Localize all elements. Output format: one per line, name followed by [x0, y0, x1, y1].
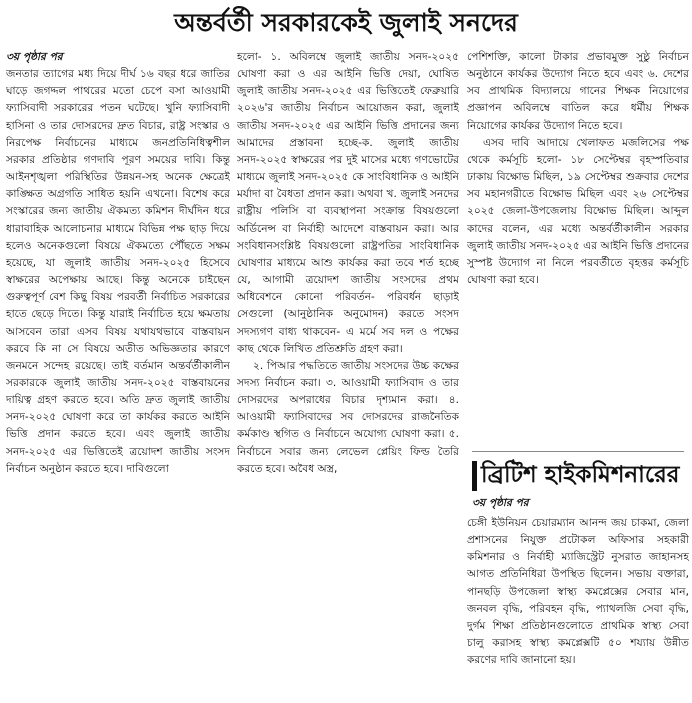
continuation-label: ৩য় পৃষ্ঠার পর: [6, 51, 63, 63]
article-paragraph: এসব দাবি আদায়ে খেলাফত মজলিসের পক্ষ থেকে কর্মসূচি হলো- ১৮ সেপ্টেম্বর বৃহস্পতিবার ঢাকায় বিক্ষোভ মিছিল, ১৯ সেপ্টেম্বর শুক্রবার দেশের সব মহানগরীতে বিক্ষোভ মিছিল এবং ২৬ সেপ্টেম্বর ২০২৫ জেলা-উপজেলায় বিক্ষোভ মিছিল। আব্দুল কাদের বলেন, এর মধ্যে অন্তর্বর্তীকালীন সরকার জুলাই জাতীয় সনদ-২০২৫ এর আইনি ভিত্তি প্রদানের সুস্পষ্ট উদ্যোগ না নিলে পরবর্তীতে বৃহত্তর কর্মসূচি ঘোষণা করা হবে।: [467, 136, 689, 287]
article-paragraph: জনতার ত্যাগের মধ্য দিয়ে দীর্ঘ ১৬ বছর ধরে জাতির ঘাড়ে জগদ্দল পাথরের মতো চেপে বসা আওয়ামী ফ্যাসিবাদী সরকারের পতন ঘটেছে। খুনি ফ্যাসিবাদী হাসিনা ও তার দোসরদের দ্রুত বিচার, রাষ্ট্র সংস্কার ও নিরপেক্ষ নির্বাচনের মাধ্যমে জনপ্রতিনিধিত্বশীল সরকার প্রতিষ্ঠার গণদাবি পূরণ সময়ের দাবি। কিন্তু আইনশৃঙ্খলা পরিস্থিতির উন্নয়ন-সহ অনেক ক্ষেত্রেই কাঙ্ক্ষিত অগ্রগতি সাধিত হয়নি এখনো। বিশেষ করে সংস্কারের জন্য জাতীয় ঐকমত্য কমিশন দীর্ঘদিন ধরে ধারাবাহিক আলোচনার মাধ্যমে বিভিন্ন পক্ষ ছাড় দিয়ে হলেও অনেকগুলো বিষয়ে ঐকমত্যে পৌঁছতে সক্ষম হয়েছে, যা জুলাই জাতীয় সনদ-২০২৫ হিসেবে স্বাক্ষরের অপেক্ষায় আছে। কিন্তু অনেকে চাইছেন গুরুত্বপূর্ণ বেশ কিছু বিষয় পরবর্তী নির্বাচিত সরকারের হাতে ছেড়ে দিতে। কিন্তু যারাই নির্বাচিত হয়ে ক্ষমতায় আসবেন তারা এসব বিষয় যথাযথভাবে বাস্তবায়ন করবে কি না সে বিষয়ে অতীত অভিজ্ঞতার কারণে জনমনে সন্দেহ রয়েছে। তাই বর্তমান অন্তর্বর্তীকালীন সরকারকে জুলাই জাতীয় সনদ-২০২৫ বাস্তবায়নের দায়িত্ব গ্রহণ করতে হবে। অতি দ্রুত জুলাই জাতীয় সনদ-২০২৫ ঘোষণা করে তা কার্যকর করতে আইনি ভিত্তি প্রদান করতে হবে। এবং জুলাই জাতীয় সনদ-২০২৫ এর ভিত্তিতেই ত্রয়োদশ জাতীয় সংসদ নির্বাচন অনুষ্ঠান করতে হবে। দাবিগুলো: [6, 68, 230, 475]
article-column-2: [237, 49, 459, 701]
story2-continuation-label: ৩য় পৃষ্ঠার পর: [472, 497, 529, 509]
article-column-1: [6, 49, 230, 701]
section-divider: [472, 451, 684, 452]
story2-headline: [472, 458, 690, 492]
article-paragraph: ২. পিআর পদ্ধতিতে জাতীয় সংসদের উচ্চ কক্ষের সদস্য নির্বাচন করা। ৩. আওয়ামী ফ্যাসিবাদ ও তার দোসরদের অপরাধের বিচার দৃশ্যমান করা। ৪. আওয়ামী ফ্যাসিবাদের সব দোসরদের রাজনৈতিক কর্মকাণ্ড স্থগিত ও নির্বাচনে অযোগ্য ঘোষণা করা। ৫. নির্বাচনে সবার জন্য লেভেল প্লেয়িং ফিল্ড তৈরি করতে হবে। অবৈধ অস্ত্র,: [237, 359, 459, 475]
article-column-3: [467, 49, 689, 449]
headline: অন্তর্বর্তী সরকারকেই জুলাই সনদের: [174, 8, 518, 37]
article-paragraph: পেশিশক্তি, কালো টাকার প্রভাবমুক্ত সুষ্ঠু নির্বাচন অনুষ্ঠানে কার্যকর উদ্যোগ নিতে হবে এবং ৬. দেশের সব প্রাথমিক বিদ্যালয়ে গানের শিক্ষক নিয়োগের প্রজ্ঞাপন অবিলম্বে বাতিল করে ধর্মীয় শিক্ষক নিয়োগের কার্যকর উদ্যোগ নিতে হবে।: [467, 51, 689, 132]
story2-headline-text: ব্রিটিশ হাইকমিশনারের: [481, 461, 680, 488]
article-paragraph: হলো- ১. অবিলম্বে জুলাই জাতীয় সনদ-২০২৫ ঘোষণা করা ও এর আইনি ভিত্তি দেয়া, ঘোষিত জুলাই জাতীয় সনদ-২০২৫ এর ভিত্তিতেই ফেব্রুয়ারি ২০২৬'র জাতীয় নির্বাচন আয়োজন করা, জুলাই জাতীয় সনদ-২০২৫ এর আইনি ভিত্তি প্রদানের জন্য আমাদের প্রস্তাবনা হচ্ছে-ক. জুলাই জাতীয় সনদ-২০২৫ স্বাক্ষরের পর দুই মাসের মধ্যে গণভোটের মাধ্যমে জুলাই সনদ-২০২৫ কে সাংবিধানিক ও আইনি মর্যাদা বা বৈধতা প্রদান করা। অথবা খ. জুলাই সনদের রাষ্ট্রীয় পলিসি বা ব্যবস্থাপনা সংক্রান্ত বিষয়গুলো অর্ডিনেন্স বা নির্বাহী আদেশে বাস্তবায়ন করা। আর সংবিধানসংশ্লিষ্ট বিষয়গুলো রাষ্ট্রপতির সাংবিধানিক ঘোষণার মাধ্যমে আশু কার্যকর করা তবে শর্ত হচ্ছে যে, আগামী ত্রয়োদশ জাতীয় সংসদের প্রথম অধিবেশনে কোনো পরিবর্তন- পরিবর্ধন ছাড়াই সেগুলো (আনুষ্ঠানিক অনুমোদন) করতে সংসদ সদস্যগণ বাধ্য থাকবেন- এ মর্মে সব দল ও পক্ষের কাছ থেকে লিখিত প্রতিশ্রুতি গ্রহণ করা।: [237, 51, 459, 355]
article-paragraph: চেঙ্গী ইউনিয়ন চেয়ারম্যান আনন্দ জয় চাকমা, জেলা প্রশাসনের নিযুক্ত প্রটোকল অফিসার সহকারী কমিশনার ও নির্বাহী ম্যাজিস্ট্রেট নুসরাত জাহানসহ আগত প্রতিনিধিরা উপস্থিত ছিলেন। সভায় বক্তারা, পানছড়ি উপজেলা স্বাস্থ্য কমপ্লেক্সের সেবার মান, জনবল বৃদ্ধি, পরিবহন বৃদ্ধি, প্যাথলজি সেবা বৃদ্ধি, দুর্গম শিক্ষা প্রতিষ্ঠানগুলোতে প্রাথমিক স্বাস্থ্য সেবা চালু করাসহ স্বাস্থ্য কমপ্লেক্সটি ৫০ শয্যায় উন্নীত করণের দাবি জানানো হয়।: [467, 517, 689, 667]
story2-column: [467, 515, 689, 703]
headline-bar-icon: [472, 461, 477, 491]
